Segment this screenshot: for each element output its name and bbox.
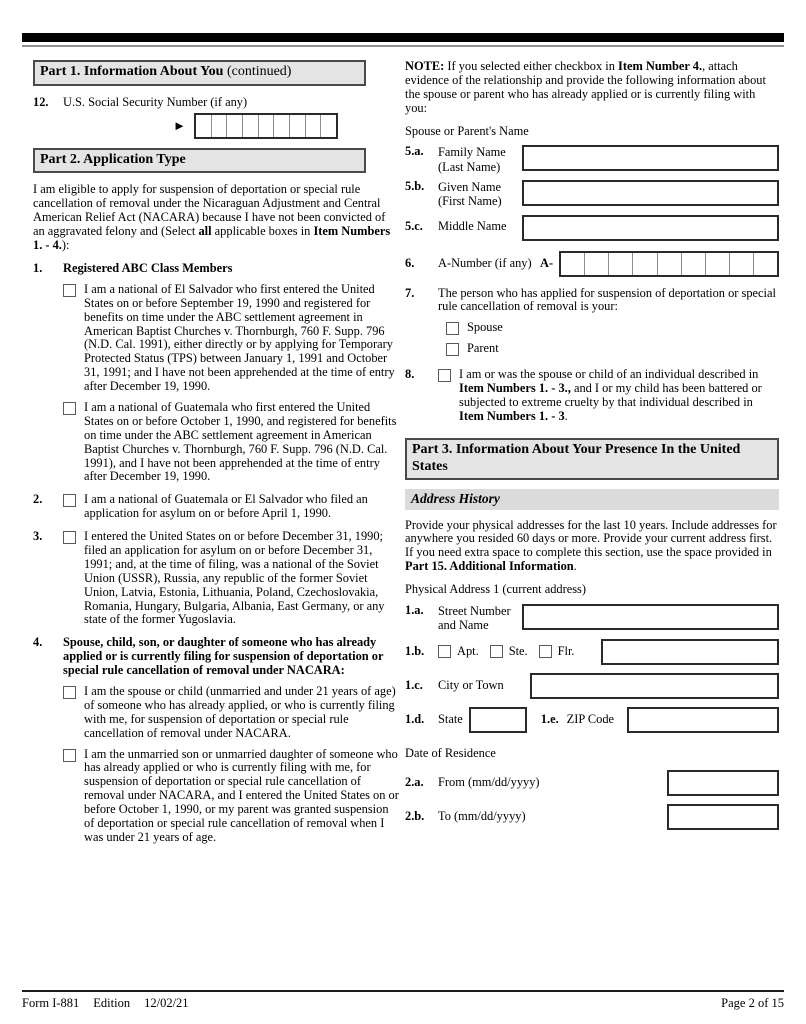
residence-to-label: To (mm/dd/yyyy) <box>438 809 526 824</box>
unit-number-input[interactable] <box>601 639 779 665</box>
flr-checkbox[interactable] <box>539 645 552 658</box>
option-ste <box>490 645 528 659</box>
footer-page-number: Page 2 of 15 <box>721 996 784 1010</box>
option-parent <box>446 342 779 356</box>
top-rule-thin <box>22 45 784 47</box>
option-former-soviet <box>63 530 399 627</box>
field-5b <box>405 180 779 209</box>
part3-title: Part 3. Information About Your Presence In the United States <box>412 441 741 474</box>
item-4 <box>33 636 399 844</box>
field-5c <box>405 215 779 241</box>
field-5c-number: 5.c. <box>405 218 423 233</box>
parent-label: Parent <box>467 341 499 356</box>
item-12-number: 12. <box>33 94 49 109</box>
given-name-input[interactable] <box>522 180 779 206</box>
field-1d-1e <box>405 707 779 733</box>
a-number-label: A-Number (if any) <box>438 255 532 270</box>
el-salvador-abc-checkbox[interactable] <box>63 284 76 297</box>
zip-code-label: ZIP Code <box>566 711 615 726</box>
apt-label: Apt. <box>457 643 479 658</box>
zip-code-input[interactable] <box>627 707 779 733</box>
footer-form-info: Form I-881 Edition 12/02/21 <box>22 996 189 1010</box>
former-soviet-checkbox[interactable] <box>63 531 76 544</box>
option-guatemala-abc <box>63 401 399 484</box>
item-8-number: 8. <box>405 367 415 382</box>
left-column <box>33 60 399 845</box>
former-soviet-label: I entered the United States on or before December 31, 1990; filed an application for asylum on or before December 31, 1991; and, at the time of filing, was a national of the Soviet Union (USSR), Russia, any republic of the former Soviet Union, Latvia, Estonia, Lithuania, Poland, Czechoslovakia, Romania, Hungary, Bulgaria, Albania, East Germany, or any state of the former Yugoslavia. <box>84 529 385 627</box>
part2-title: Part 2. Application Type <box>40 151 186 167</box>
address-history-subheader: Address History <box>405 489 779 509</box>
item-2 <box>33 493 399 521</box>
option-spouse <box>446 321 779 335</box>
field-1d-number: 1.d. <box>405 711 425 726</box>
street-number-input[interactable] <box>522 604 779 630</box>
field-1c <box>405 673 779 699</box>
unmarried-son-daughter-label: I am the unmarried son or unmarried daughter of someone who has already applied or who is currently filing with me, for suspension of deportation or special rule cancellation of removal under NACARA, and I entered the United States on or before October 1, 1990, or my parent was granted suspension of deportation or special rule cancellation of removal when I was under 21 years of age. <box>84 746 399 844</box>
item-12 <box>33 96 399 139</box>
state-label: State <box>438 711 463 726</box>
spouse-child-checkbox[interactable] <box>63 686 76 699</box>
field-1a-number: 1.a. <box>405 603 424 618</box>
item-7-text: The person who has applied for suspension of deportation or special rule cancellation of removal is your: <box>438 285 776 314</box>
page-footer <box>22 990 784 1010</box>
given-name-label: Given Name (First Name) <box>438 179 502 209</box>
item-4-number: 4. <box>33 635 43 650</box>
asylum-filer-checkbox[interactable] <box>63 494 76 507</box>
item-8 <box>405 368 779 424</box>
option-spouse-child <box>63 685 399 741</box>
field-6-number: 6. <box>405 255 415 270</box>
family-name-input[interactable] <box>522 145 779 171</box>
unmarried-son-daughter-checkbox[interactable] <box>63 749 76 762</box>
state-input[interactable] <box>469 707 527 733</box>
item-3 <box>33 530 399 627</box>
field-1b <box>405 639 779 665</box>
spouse-parent-name-heading: Spouse or Parent's Name <box>405 123 529 138</box>
part1-header <box>33 60 366 86</box>
a-number-input[interactable] <box>559 251 779 277</box>
physical-address-1-heading: Physical Address 1 (current address) <box>405 582 586 597</box>
spouse-label: Spouse <box>467 320 503 335</box>
field-6 <box>405 251 779 277</box>
item-1-number: 1. <box>33 260 43 275</box>
guatemala-abc-checkbox[interactable] <box>63 402 76 415</box>
address-history-intro: Provide your physical addresses for the last 10 years. Include addresses for anywhere you resided 60 days or more. Provide your current address first. If you need extra space to complete this section, use the space provided in Part 15. Additional Information. <box>405 517 777 574</box>
option-flr <box>539 645 575 659</box>
part1-title: Part 1. Information About You <box>40 64 224 79</box>
option-el-salvador-abc <box>63 283 399 394</box>
battered-spouse-child-checkbox[interactable] <box>438 369 451 382</box>
street-number-label: Street Number and Name <box>438 604 511 633</box>
right-column <box>405 60 779 845</box>
ssn-label: U.S. Social Security Number (if any) <box>63 94 248 109</box>
a-number-prefix: A- <box>540 255 554 270</box>
residence-to-input[interactable] <box>667 804 779 830</box>
field-2a <box>405 770 779 796</box>
asylum-filer-label: I am a national of Guatemala or El Salvador who filed an application for asylum on or before April 1, 1990. <box>84 492 368 521</box>
arrow-right-icon: ► <box>173 118 186 134</box>
field-5b-number: 5.b. <box>405 178 425 193</box>
top-rule <box>22 33 784 42</box>
item-3-number: 3. <box>33 529 43 544</box>
item-1 <box>33 262 399 484</box>
residence-from-label: From (mm/dd/yyyy) <box>438 775 540 790</box>
item-7-number: 7. <box>405 285 415 300</box>
city-or-town-input[interactable] <box>530 673 779 699</box>
date-of-residence-heading: Date of Residence <box>405 745 496 760</box>
el-salvador-abc-label: I am a national of El Salvador who first entered the United States on or before September 19, 1990 and registered for benefits on time under the ABC settlement agreement in American Baptist Churches v. Thornburgh, 760 F. Supp. 796 (N.D. Cal. 1991), either directly or by applying for Temporary Protected Status (TPS) between January 1, 1991 and October 31, 1991; and I have not been apprehended at the time of entry after December 19, 1990. <box>84 281 395 394</box>
ssn-input[interactable] <box>194 113 338 139</box>
flr-label: Flr. <box>557 643 575 658</box>
parent-checkbox[interactable] <box>446 343 459 356</box>
part2-header <box>33 148 366 174</box>
item-2-number: 2. <box>33 492 43 507</box>
field-2b-number: 2.b. <box>405 809 425 824</box>
item-7 <box>405 287 779 357</box>
note-paragraph: NOTE: If you selected either checkbox in Item Number 4., attach evidence of the relationship and provide the following information about the spouse or parent who has already applied or is currently filing with you: <box>405 59 766 115</box>
option-unmarried-son-daughter <box>63 748 399 845</box>
item-4-heading: Spouse, child, son, or daughter of someone who has already applied or is currently filing for suspension of deportation or special rule cancellation of removal under NACARA: <box>63 635 384 678</box>
field-2b <box>405 804 779 830</box>
spouse-checkbox[interactable] <box>446 322 459 335</box>
field-1b-number: 1.b. <box>405 643 425 658</box>
option-battered-spouse-child <box>438 368 779 424</box>
apt-checkbox[interactable] <box>438 645 451 658</box>
field-5a-number: 5.a. <box>405 144 424 159</box>
ste-checkbox[interactable] <box>490 645 503 658</box>
part2-intro: I am eligible to apply for suspension of deportation or special rule cancellation of removal under the Nicaraguan Adjustment and Central American Relief Act (NACARA) because I have not been convicted of an aggravated felony and (Select all applicable boxes in Item Numbers 1. - 4.): <box>33 182 391 253</box>
guatemala-abc-label: I am a national of Guatemala who first entered the United States on or before October 1, 1990, and registered for benefits on time under the ABC settlement agreement in American Baptist Churches v. Thornburgh, 760 F. Supp. 796 (N.D. Cal. 1991), and I have not been apprehended at the time of entry after December 19, 1990. <box>84 399 397 484</box>
battered-spouse-child-label: I am or was the spouse or child of an individual described in Item Numbers 1. - 3., and I or my child has been battered or subjected to extreme cruelty by that individual described in Item Numbers 1. - 3. <box>459 367 762 423</box>
ste-label: Ste. <box>508 643 528 658</box>
city-or-town-label: City or Town <box>438 677 504 692</box>
part3-header <box>405 438 779 481</box>
field-5a <box>405 145 779 174</box>
middle-name-label: Middle Name <box>438 218 507 233</box>
family-name-label: Family Name (Last Name) <box>438 145 506 174</box>
option-apt <box>438 645 479 659</box>
residence-from-input[interactable] <box>667 770 779 796</box>
field-1a <box>405 604 779 633</box>
field-1c-number: 1.c. <box>405 677 423 692</box>
item-1-heading: Registered ABC Class Members <box>63 260 233 275</box>
part1-title-continued: (continued) <box>223 64 292 79</box>
field-2a-number: 2.a. <box>405 775 424 790</box>
middle-name-input[interactable] <box>522 215 779 241</box>
option-asylum-filer <box>63 493 399 521</box>
footer-rule <box>22 990 784 992</box>
spouse-child-label: I am the spouse or child (unmarried and under 21 years of age) of someone who has already applied, or who is currently filing with me, for suspension of deportation or special rule cancellation of removal under NACARA. <box>84 683 396 740</box>
field-1e-number: 1.e. <box>540 711 559 726</box>
